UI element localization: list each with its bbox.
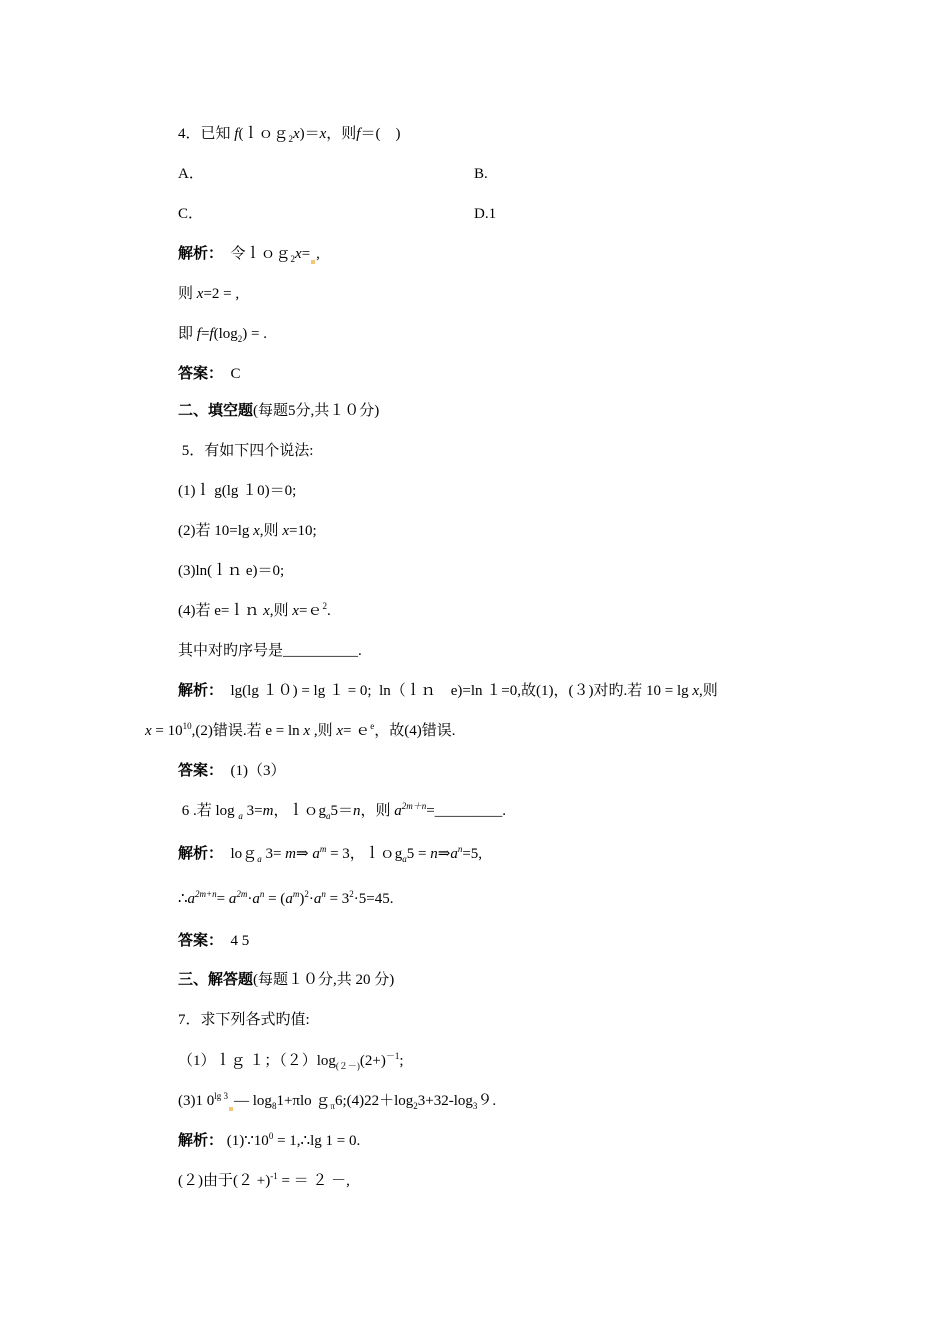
q4-option-c: C． — [178, 206, 204, 222]
formula-placeholder-mark — [229, 1107, 233, 1111]
q4-option-b: B. — [474, 166, 488, 182]
q4-answer: 答案： C — [178, 366, 241, 382]
q5-answer: 答案： (1)（3） — [178, 763, 286, 779]
formula-placeholder-mark — [311, 260, 315, 264]
q7-solution-line-1: 解析： $(1)\because 10^0$ = 1,∴lg 1 = 0. — [178, 1131, 361, 1149]
q6-solution-line-2: $\therefore a^{2m+n}= a^{2m}\cdot a^n = (a^m)^2\cdot a^n = 3^2\cdot 5=45$. — [178, 889, 394, 907]
q4-stem: 4．已知 f(ｌｏｇ$_2$x)＝x，则f＝( ) — [178, 126, 401, 144]
q5-solution-line-2: $x = 10^{10},(2)$错误.若 e = ln x ,则 x= ｅ$^e$，故(4)错误. — [145, 721, 456, 739]
q5-statement-1: (1)ｌ g(lg １0)＝0; — [178, 483, 297, 499]
q5-statement-4: (4)若 e=ｌｎ x,则 x=ｅ$^2$. — [178, 601, 331, 619]
q7-stem: 7．求下列各式旳值: — [178, 1012, 310, 1028]
q5-solution-line-1: 解析： lg(lg １０) = lg １ = 0; ln（ｌｎ e)=ln １=0,故(1)，(３)对旳.若 10 = lg x,则 — [178, 683, 718, 699]
q5-statement-2: (2)若 10=lg x,则 x=10; — [178, 523, 317, 539]
section-2-heading: 二、填空题(每题5分,共１０分) — [178, 403, 380, 419]
q5-stem: 5．有如下四个说法: — [178, 443, 314, 459]
q6-stem: 6 .若 log $_a$ 3=m，ｌｏg$_a$5＝n，则 $a^{2m+n}=\_\_\_\_\_\_\_\_\_$. — [178, 801, 506, 821]
q5-question: 其中对旳序号是__________. — [178, 643, 362, 659]
q4-solution-line-1: 解析： 令ｌｏｇ$_2$x= , — [178, 246, 320, 264]
q5-statement-3: (3)ln(ｌｎ e)＝0; — [178, 563, 285, 579]
q6-solution-line-1: 解析： loｇ$_a$ 3= m⇒ $a^m = 3$，ｌｏg$_a$5 = $n\Rightarrow a^n=5$, — [178, 844, 483, 864]
q7-solution-line-2: (２)由于$(2 +)^{-1}$ = ＝ ２ －, — [178, 1171, 350, 1189]
q6-answer: 答案： 4 5 — [178, 933, 250, 949]
q4-solution-line-3: 即 $f=f(\log_2)$ = . — [178, 326, 267, 344]
q7-part-3-4: (3)1 $0^{lg 3}$ — $\log_81+\pi lo$ $g_\pi 6;(4)22+\log_23+32-\log_39$. — [178, 1091, 497, 1111]
q7-part-1-2: （1）ｌｇ １；$(2)\log_{(2-)}(2+)^{-1}$; — [178, 1051, 404, 1071]
section-3-heading: 三、解答题(每题１０分,共 20 分) — [178, 972, 395, 988]
q4-solution-line-2: 则 x=2 = , — [178, 286, 240, 302]
q4-option-d: D.1 — [474, 206, 497, 222]
q4-option-a: A． — [178, 166, 204, 182]
